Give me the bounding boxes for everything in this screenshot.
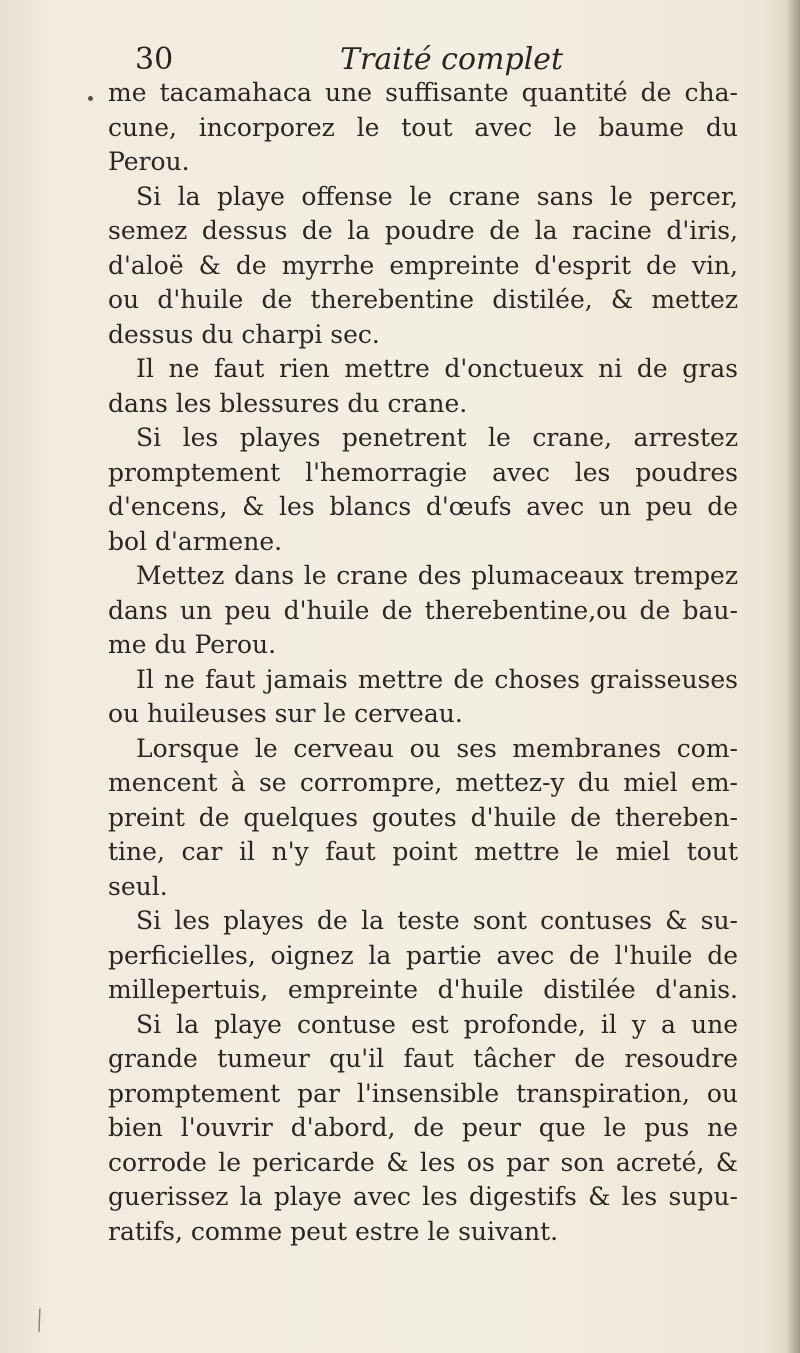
text-line: Il ne faut rien mettre d'onctueux ni de gras bbox=[136, 354, 738, 383]
text-line: ou d'huile de therebentine distilée, & mettez bbox=[108, 285, 738, 314]
text-line: Si la playe offense le crane sans le percer, bbox=[136, 181, 738, 211]
text-line: dans un peu d'huile de therebentine,ou de bau- bbox=[108, 595, 738, 625]
text-line: d'encens, & les blancs d'œufs avec un peu de bbox=[108, 492, 738, 521]
text-line: bien l'ouvrir d'abord, de peur que le pus ne bbox=[108, 1113, 738, 1142]
page-edge-shadow bbox=[786, 0, 800, 1353]
text-line: tine, car il n'y faut point mettre le miel tout bbox=[108, 837, 738, 866]
text-line: seul. bbox=[108, 871, 168, 901]
text-line: mencent à se corrompre, mettez-y du miel em- bbox=[108, 768, 738, 797]
text-line: d'aloë & de myrrhe empreinte d'esprit de vin, bbox=[108, 250, 738, 280]
page-number: 30 bbox=[135, 42, 174, 77]
body-text bbox=[108, 76, 738, 1249]
text-line: promptement par l'insensible transpiration, ou bbox=[108, 1078, 738, 1108]
text-line: Il ne faut jamais mettre de choses graisseuses bbox=[136, 664, 738, 694]
text-line: bol d'armene. bbox=[108, 526, 283, 556]
text-line: me tacamahaca une suffisante quantité de cha- bbox=[108, 78, 738, 107]
text-line: me du Perou. bbox=[108, 630, 277, 659]
text-line: Si la playe contuse est profonde, il y a une bbox=[136, 1009, 738, 1039]
text-line: promptement l'hemorragie avec les poudres bbox=[108, 457, 738, 487]
text-line: dans les blessures du crane. bbox=[108, 388, 468, 418]
text-line: semez dessus de la poudre de la racine d'iris, bbox=[108, 216, 738, 245]
text-line: Perou. bbox=[108, 147, 190, 176]
text-line: perficielles, oignez la partie avec de l'huile de bbox=[108, 940, 738, 970]
margin-dot bbox=[88, 96, 93, 101]
text-line: corrode le pericarde & les os par son acreté, & bbox=[108, 1147, 738, 1177]
text-line: Si les playes penetrent le crane, arrestez bbox=[136, 423, 738, 452]
pencil-mark: ╱ bbox=[30, 1309, 50, 1333]
text-line: millepertuis, empreinte d'huile distilée d'anis. bbox=[108, 975, 738, 1004]
text-line: dessus du charpi sec. bbox=[108, 319, 380, 349]
text-line: ou huileuses sur le cerveau. bbox=[108, 699, 463, 728]
text-line: cune, incorporez le tout avec le baume du bbox=[108, 112, 738, 142]
text-line: ratifs, comme peut estre le suivant. bbox=[108, 1216, 559, 1246]
running-head: Traité complet bbox=[340, 42, 564, 77]
text-line: Si les playes de la teste sont contuses & su- bbox=[136, 906, 738, 935]
text-line: guerissez la playe avec les digestifs & les supu- bbox=[108, 1182, 738, 1211]
text-line: Mettez dans le crane des plumaceaux trempez bbox=[136, 561, 738, 590]
text-line: preint de quelques goutes d'huile de thereben- bbox=[108, 802, 738, 832]
text-line: grande tumeur qu'il faut tâcher de resoudre bbox=[108, 1044, 738, 1073]
text-line: Lorsque le cerveau ou ses membranes com- bbox=[136, 733, 738, 763]
